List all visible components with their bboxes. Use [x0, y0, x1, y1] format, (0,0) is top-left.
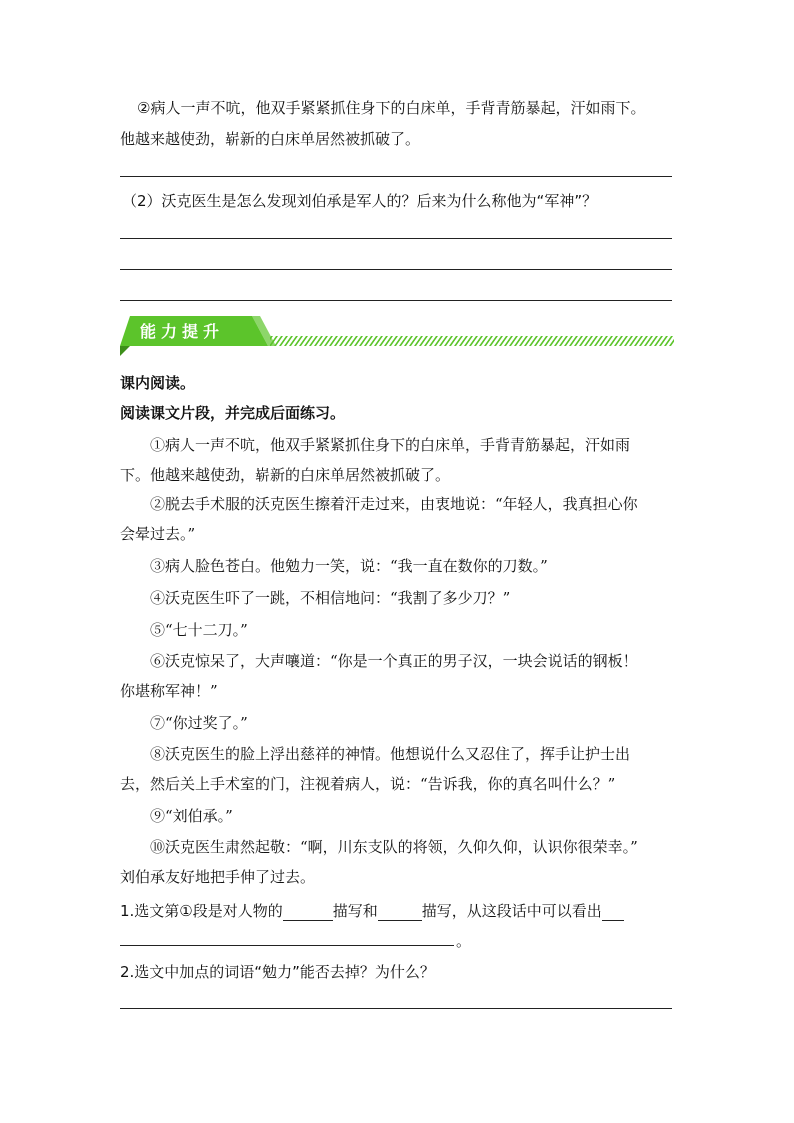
section-heading-1: 课内阅读。: [120, 374, 196, 392]
blank-2[interactable]: [378, 904, 422, 921]
passage-line: ⑨“刘伯承。”: [150, 807, 233, 825]
passage-line: ⑩沃克医生肃然起敬：“啊，川东支队的将领，久仰久仰，认识你很荣幸。”: [150, 838, 638, 856]
passage-line: ②脱去手术服的沃克医生擦着汗走过来，由衷地说：“年轻人，我真担心你: [150, 495, 638, 513]
question-1-part-a: 1.选文第①段是对人物的: [120, 902, 283, 920]
question-1-end: 。: [456, 932, 472, 950]
question-1: [120, 900, 624, 921]
answer-line[interactable]: [120, 269, 672, 270]
banner-title: 能力提升: [140, 322, 225, 341]
answer-line[interactable]: [120, 176, 672, 177]
question-1-part-c: 描写，从这段话中可以看出: [421, 902, 602, 920]
section-heading-2: 阅读课文片段，并完成后面练习。: [120, 404, 346, 422]
answer-line[interactable]: [120, 238, 672, 239]
question-2: （2）沃克医生是怎么发现刘伯承是军人的？后来为什么称他为“军神”？: [122, 192, 598, 210]
item2-line1: ②病人一声不吭，他双手紧紧抓住身下的白床单，手背青筋暴起，汗如雨下。: [137, 99, 646, 117]
passage-line: 会晕过去。”: [120, 525, 196, 543]
blank-1[interactable]: [283, 904, 333, 921]
passage-line: 你堪称军神！”: [120, 682, 218, 700]
passage-line: ⑤“七十二刀。”: [150, 621, 248, 639]
section-banner: [120, 316, 675, 356]
passage-line: ⑦“你过奖了。”: [150, 714, 248, 732]
passage-line: ③病人脸色苍白。他勉力一笑，说：“我一直在数你的刀数。”: [150, 557, 548, 575]
answer-line[interactable]: [120, 300, 672, 301]
question-1-part-b: 描写和: [332, 902, 378, 920]
passage-line: ④沃克医生吓了一跳，不相信地问：“我割了多少刀？”: [150, 589, 511, 607]
item2-line2: 他越来越使劲，崭新的白床单居然被抓破了。: [120, 130, 421, 148]
passage-line: 刘伯承友好地把手伸了过去。: [120, 868, 316, 886]
question-2-bottom: 2.选文中加点的词语“勉力”能否去掉？为什么？: [120, 963, 435, 981]
passage-line: ⑧沃克医生的脸上浮出慈祥的神情。他想说什么又忍住了，挥手让护士出: [150, 745, 631, 763]
passage-line: ①病人一声不吭，他双手紧紧抓住身下的白床单，手背青筋暴起，汗如雨: [150, 436, 631, 454]
answer-line[interactable]: [120, 1008, 672, 1009]
answer-line[interactable]: [120, 945, 454, 946]
passage-line: 下。他越来越使劲，崭新的白床单居然被抓破了。: [120, 466, 451, 484]
passage-line: 去，然后关上手术室的门，注视着病人，说：“告诉我，你的真名叫什么？”: [120, 775, 616, 793]
blank-3[interactable]: [602, 904, 624, 921]
passage-line: ⑥沃克惊呆了，大声嚷道：“你是一个真正的男子汉，一块会说话的钢板！: [150, 652, 638, 670]
